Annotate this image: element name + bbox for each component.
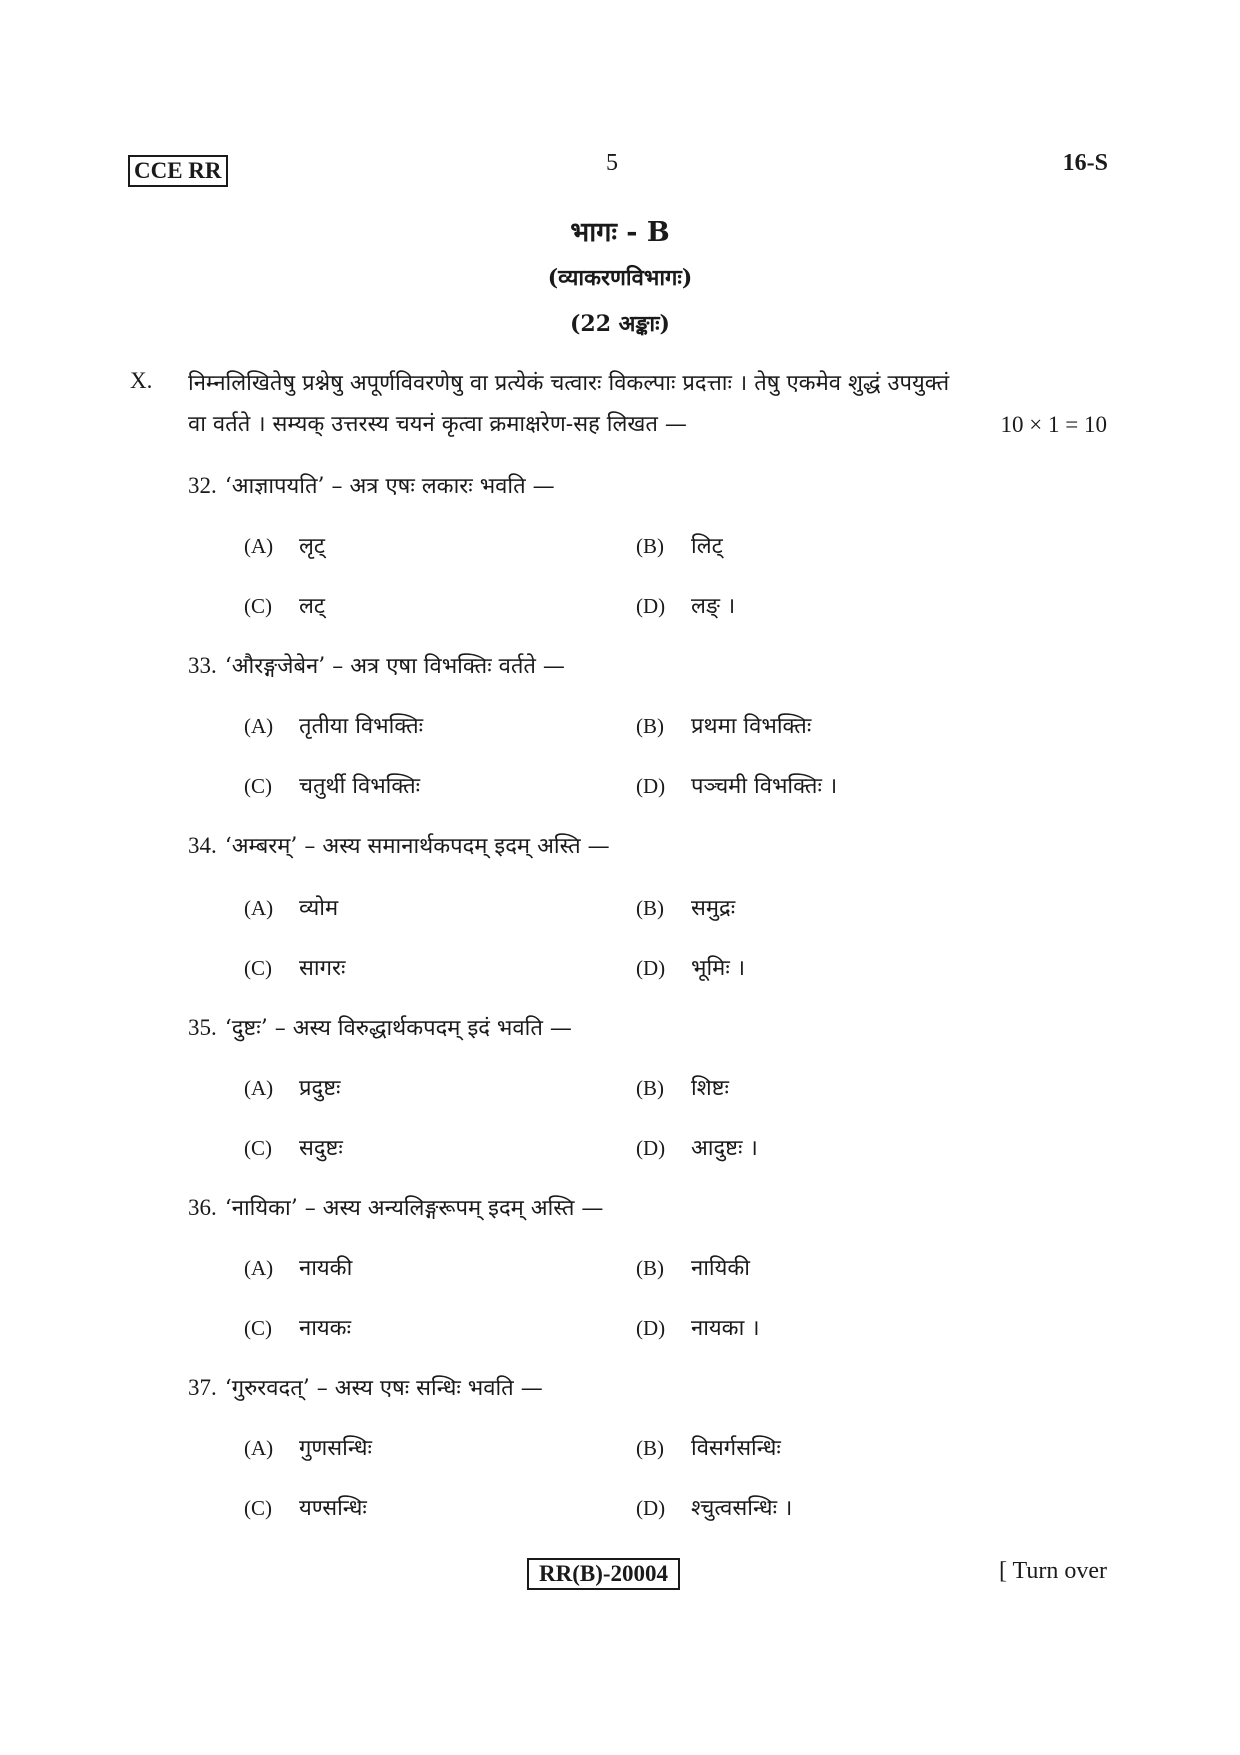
option-b: [636, 1252, 750, 1282]
section-title: (व्याकरणविभागः): [547, 265, 693, 291]
option-a: [244, 1252, 352, 1282]
option-a: [244, 1432, 372, 1462]
option-c: [244, 952, 345, 982]
option-text: नायिकी: [691, 1256, 750, 1281]
question-35: [188, 1012, 572, 1042]
option-text: लृट्: [299, 534, 326, 559]
option-label: (B): [636, 1076, 664, 1100]
part-title: भागः - B: [570, 217, 670, 248]
option-text: नायकी: [299, 1256, 353, 1281]
question-32: [188, 470, 555, 500]
page-number: 5: [606, 150, 618, 176]
option-label: (B): [636, 1436, 664, 1460]
question-number: 35.: [188, 1015, 217, 1040]
option-text: श्चुत्वसन्धिः ।: [691, 1496, 793, 1521]
option-text: आदुष्टः ।: [691, 1136, 758, 1161]
option-label: (D): [636, 1496, 666, 1520]
option-label: (D): [636, 774, 666, 798]
option-a: [244, 530, 325, 560]
option-text: शिष्टः: [691, 1076, 729, 1101]
option-text: नायकः: [299, 1316, 352, 1341]
option-text: लङ् ।: [691, 594, 736, 619]
option-text: नायका ।: [691, 1316, 760, 1341]
option-d: [636, 590, 735, 620]
question-text: ‘अम्बरम्’ – अस्य समानार्थकपदम् इदम् अस्ति —: [224, 834, 610, 859]
option-c: [244, 770, 420, 800]
question-number: 32.: [188, 473, 217, 498]
footer-code-box: RR(B)-20004: [527, 1558, 680, 1590]
option-a: [244, 892, 338, 922]
exam-code-box: CCE RR: [128, 155, 228, 187]
option-b: [636, 892, 735, 922]
option-text: पञ्चमी विभक्तिः ।: [691, 774, 838, 799]
option-label: (B): [636, 534, 664, 558]
option-text: समुद्रः: [691, 896, 736, 921]
option-b: [636, 710, 811, 740]
question-37: [188, 1372, 543, 1402]
option-label: (A): [244, 1256, 274, 1280]
option-text: प्रथमा विभक्तिः: [691, 714, 812, 739]
option-label: (C): [244, 1496, 272, 1520]
section-marks-formula: 10 × 1 = 10: [1000, 412, 1107, 437]
instruction-line-2: वा वर्तते । सम्यक् उत्तरस्य चयनं कृत्वा क्रमाक्षरेण-सह लिखत —: [188, 412, 687, 437]
question-text: ‘औरङ्गजेबेन’ – अत्र एषा विभक्तिः वर्तते —: [224, 654, 565, 679]
option-b: [636, 1072, 729, 1102]
option-b: [636, 530, 723, 560]
question-number: 36.: [188, 1195, 217, 1220]
question-text: ‘आज्ञापयति’ – अत्र एषः लकारः भवति —: [224, 474, 555, 499]
option-d: [636, 770, 837, 800]
question-33: [188, 650, 565, 680]
option-text: सागरः: [299, 956, 346, 981]
question-number: 37.: [188, 1375, 217, 1400]
option-a: [244, 1072, 341, 1102]
question-number: 34.: [188, 833, 217, 858]
option-c: [244, 1312, 351, 1342]
option-text: लिट्: [691, 534, 723, 559]
option-label: (A): [244, 714, 274, 738]
option-text: चतुर्थी विभक्तिः: [299, 774, 421, 799]
turn-over-note: [ Turn over: [998, 1558, 1107, 1584]
option-label: (A): [244, 896, 274, 920]
option-label: (D): [636, 594, 666, 618]
section-marks: (22 अङ्काः): [570, 311, 670, 337]
option-label: (C): [244, 1136, 272, 1160]
option-label: (A): [244, 1076, 274, 1100]
option-text: तृतीया विभक्तिः: [299, 714, 424, 739]
option-text: लट्: [299, 594, 326, 619]
question-36: [188, 1192, 603, 1222]
option-label: (B): [636, 896, 664, 920]
option-label: (B): [636, 1256, 664, 1280]
question-text: ‘गुरुरवदत्’ – अस्य एषः सन्धिः भवति —: [224, 1376, 543, 1401]
option-c: [244, 1492, 367, 1522]
option-text: गुणसन्धिः: [299, 1436, 372, 1461]
option-d: [636, 1132, 758, 1162]
option-label: (C): [244, 594, 272, 618]
option-text: विसर्गसन्धिः: [691, 1436, 781, 1461]
option-c: [244, 1132, 343, 1162]
option-label: (A): [244, 1436, 274, 1460]
question-number: 33.: [188, 653, 217, 678]
option-a: [244, 710, 423, 740]
option-text: यण्सन्धिः: [299, 1496, 367, 1521]
option-c: [244, 590, 325, 620]
question-34: [188, 830, 610, 860]
option-label: (A): [244, 534, 274, 558]
option-label: (C): [244, 774, 272, 798]
option-text: सदुष्टः: [299, 1136, 343, 1161]
question-text: ‘दुष्टः’ – अस्य विरुद्धार्थकपदम् इदं भवति —: [224, 1016, 572, 1041]
question-text: ‘नायिका’ – अस्य अन्यलिङ्गरूपम् इदम् अस्ति —: [224, 1196, 604, 1221]
instruction-line-1: निम्नलिखितेषु प्रश्नेषु अपूर्णविवरणेषु वा प्रत्येकं चत्वारः विकल्पाः प्रदत्ताः । तेषु एकमेव शुद्धं उपयुक्तं: [188, 371, 950, 396]
option-label: (B): [636, 714, 664, 738]
option-d: [636, 1312, 760, 1342]
option-label: (D): [636, 1316, 666, 1340]
option-text: भूमिः ।: [691, 956, 746, 981]
option-b: [636, 1432, 781, 1462]
option-label: (D): [636, 1136, 666, 1160]
section-label: X.: [130, 368, 153, 393]
option-label: (C): [244, 956, 272, 980]
option-text: प्रदुष्टः: [299, 1076, 341, 1101]
paper-code: 16-S: [1062, 150, 1108, 176]
option-label: (C): [244, 1316, 272, 1340]
option-text: व्योम: [299, 896, 339, 921]
option-label: (D): [636, 956, 666, 980]
option-d: [636, 952, 745, 982]
option-d: [636, 1492, 792, 1522]
